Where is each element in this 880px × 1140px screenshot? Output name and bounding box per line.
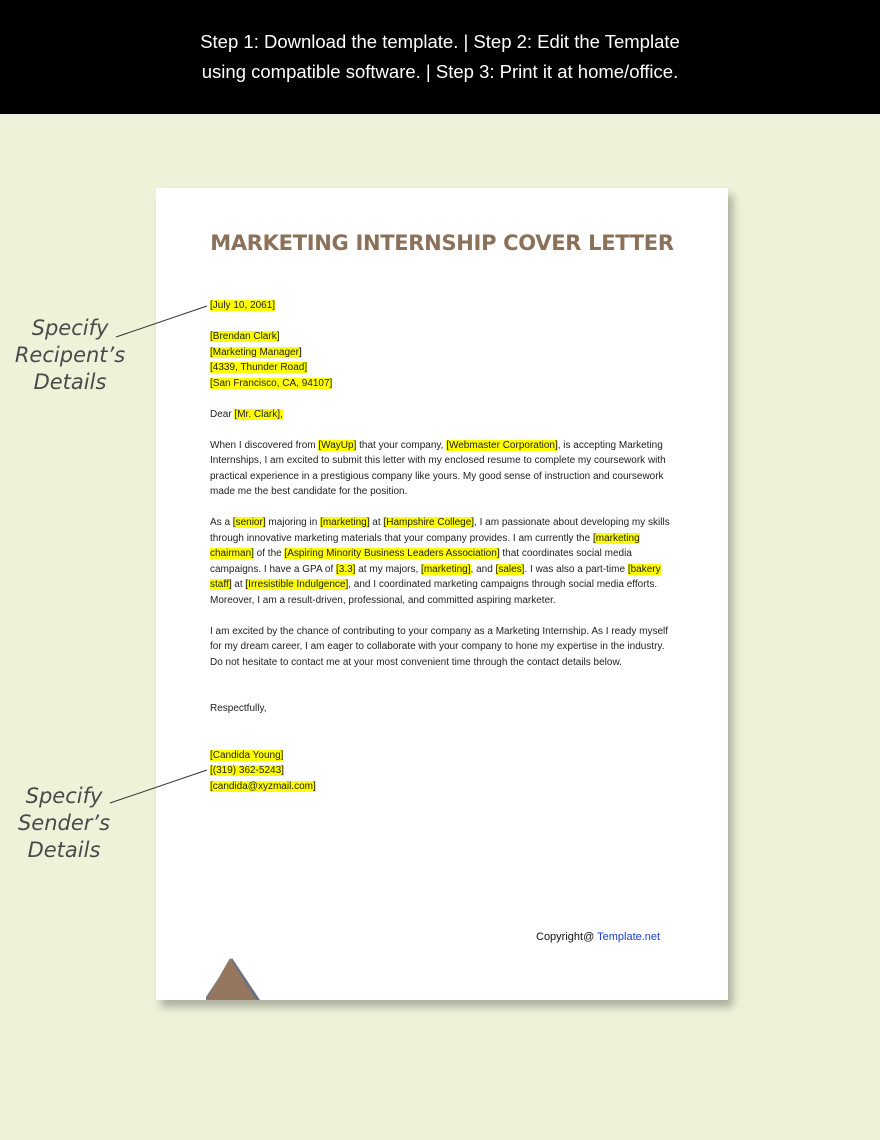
sender-callout-line-3: Details — [27, 838, 101, 862]
recipient-callout-line-3: Details — [33, 370, 107, 394]
sender-phone: [(319) 362-5243] — [210, 765, 284, 776]
sender-name: [Candida Young] — [210, 749, 284, 761]
instruction-line-2: using compatible software. | Step 3: Print it at home/office. — [201, 61, 679, 82]
letter-title: MARKETING INTERNSHIP COVER LETTER — [210, 231, 674, 255]
recipient-position: [Marketing Manager] — [210, 346, 302, 358]
paragraph-3: I am excited by the chance of contributing to your company as a Marketing Internship. As I ready myself for my dream career, I am eager to collaborate with your company to hone my expertise in the industry. Do not hesitate to contact me at your most convenient time through the contact details below. — [210, 625, 669, 668]
recipient-connector-line — [116, 306, 207, 337]
salutation: Dear [Mr. Clark], — [210, 408, 283, 420]
paragraph-1: When I discovered from [WayUp] that your company, [Webmaster Corporation], is accepting Marketing Internships, I am excited to submit this letter with my enclosed resume to complete my coursework with practical experience in a prestigious company like yours. My good sense of instruction and coursework made me the best candidate for the position. — [210, 439, 666, 497]
recipient-name: [Brendan Clark] — [210, 331, 280, 342]
date-placeholder: [July 10, 2061] — [210, 300, 276, 311]
recipient-street: [4339, Thunder Road] — [210, 362, 308, 373]
instruction-line-1: Step 1: Download the template. | Step 2: Edit the Template — [200, 31, 680, 52]
closing: Respectfully, — [210, 703, 267, 714]
sender-callout-line-2: Sender’s — [17, 811, 111, 835]
paragraph-2: As a [senior] majoring in [marketing] at [Hampshire College], I am passionate about developing my skills through innovative marketing materials that your company provides. I am currently the [marketing chairman] of the [Aspiring Minority Business Leaders Association] that coordinates social media campaigns. I have a GPA of [3.3] at my majors, [marketing], and [sales]. I was also a part-time [bakery staff] at [Irresistible Indulgence], and I coordinated marketing campaigns through social media efforts. Moreover, I am a result-driven, professional, and committed aspiring marketer. — [210, 517, 670, 606]
sender-callout-line-1: Specify — [25, 784, 103, 808]
recipient-callout-line-1: Specify — [31, 316, 109, 340]
copyright: Copyright@ Template.net — [536, 931, 661, 943]
salutation-name: [Mr. Clark], — [234, 408, 283, 420]
sender-email: [candida@xyzmail.com] — [210, 780, 316, 792]
sender-connector-line — [110, 770, 207, 803]
template-link[interactable]: Template.net — [597, 931, 661, 943]
recipient-city: [San Francisco, CA, 94107] — [210, 377, 333, 389]
recipient-callout-line-2: Recipent’s — [14, 343, 126, 367]
